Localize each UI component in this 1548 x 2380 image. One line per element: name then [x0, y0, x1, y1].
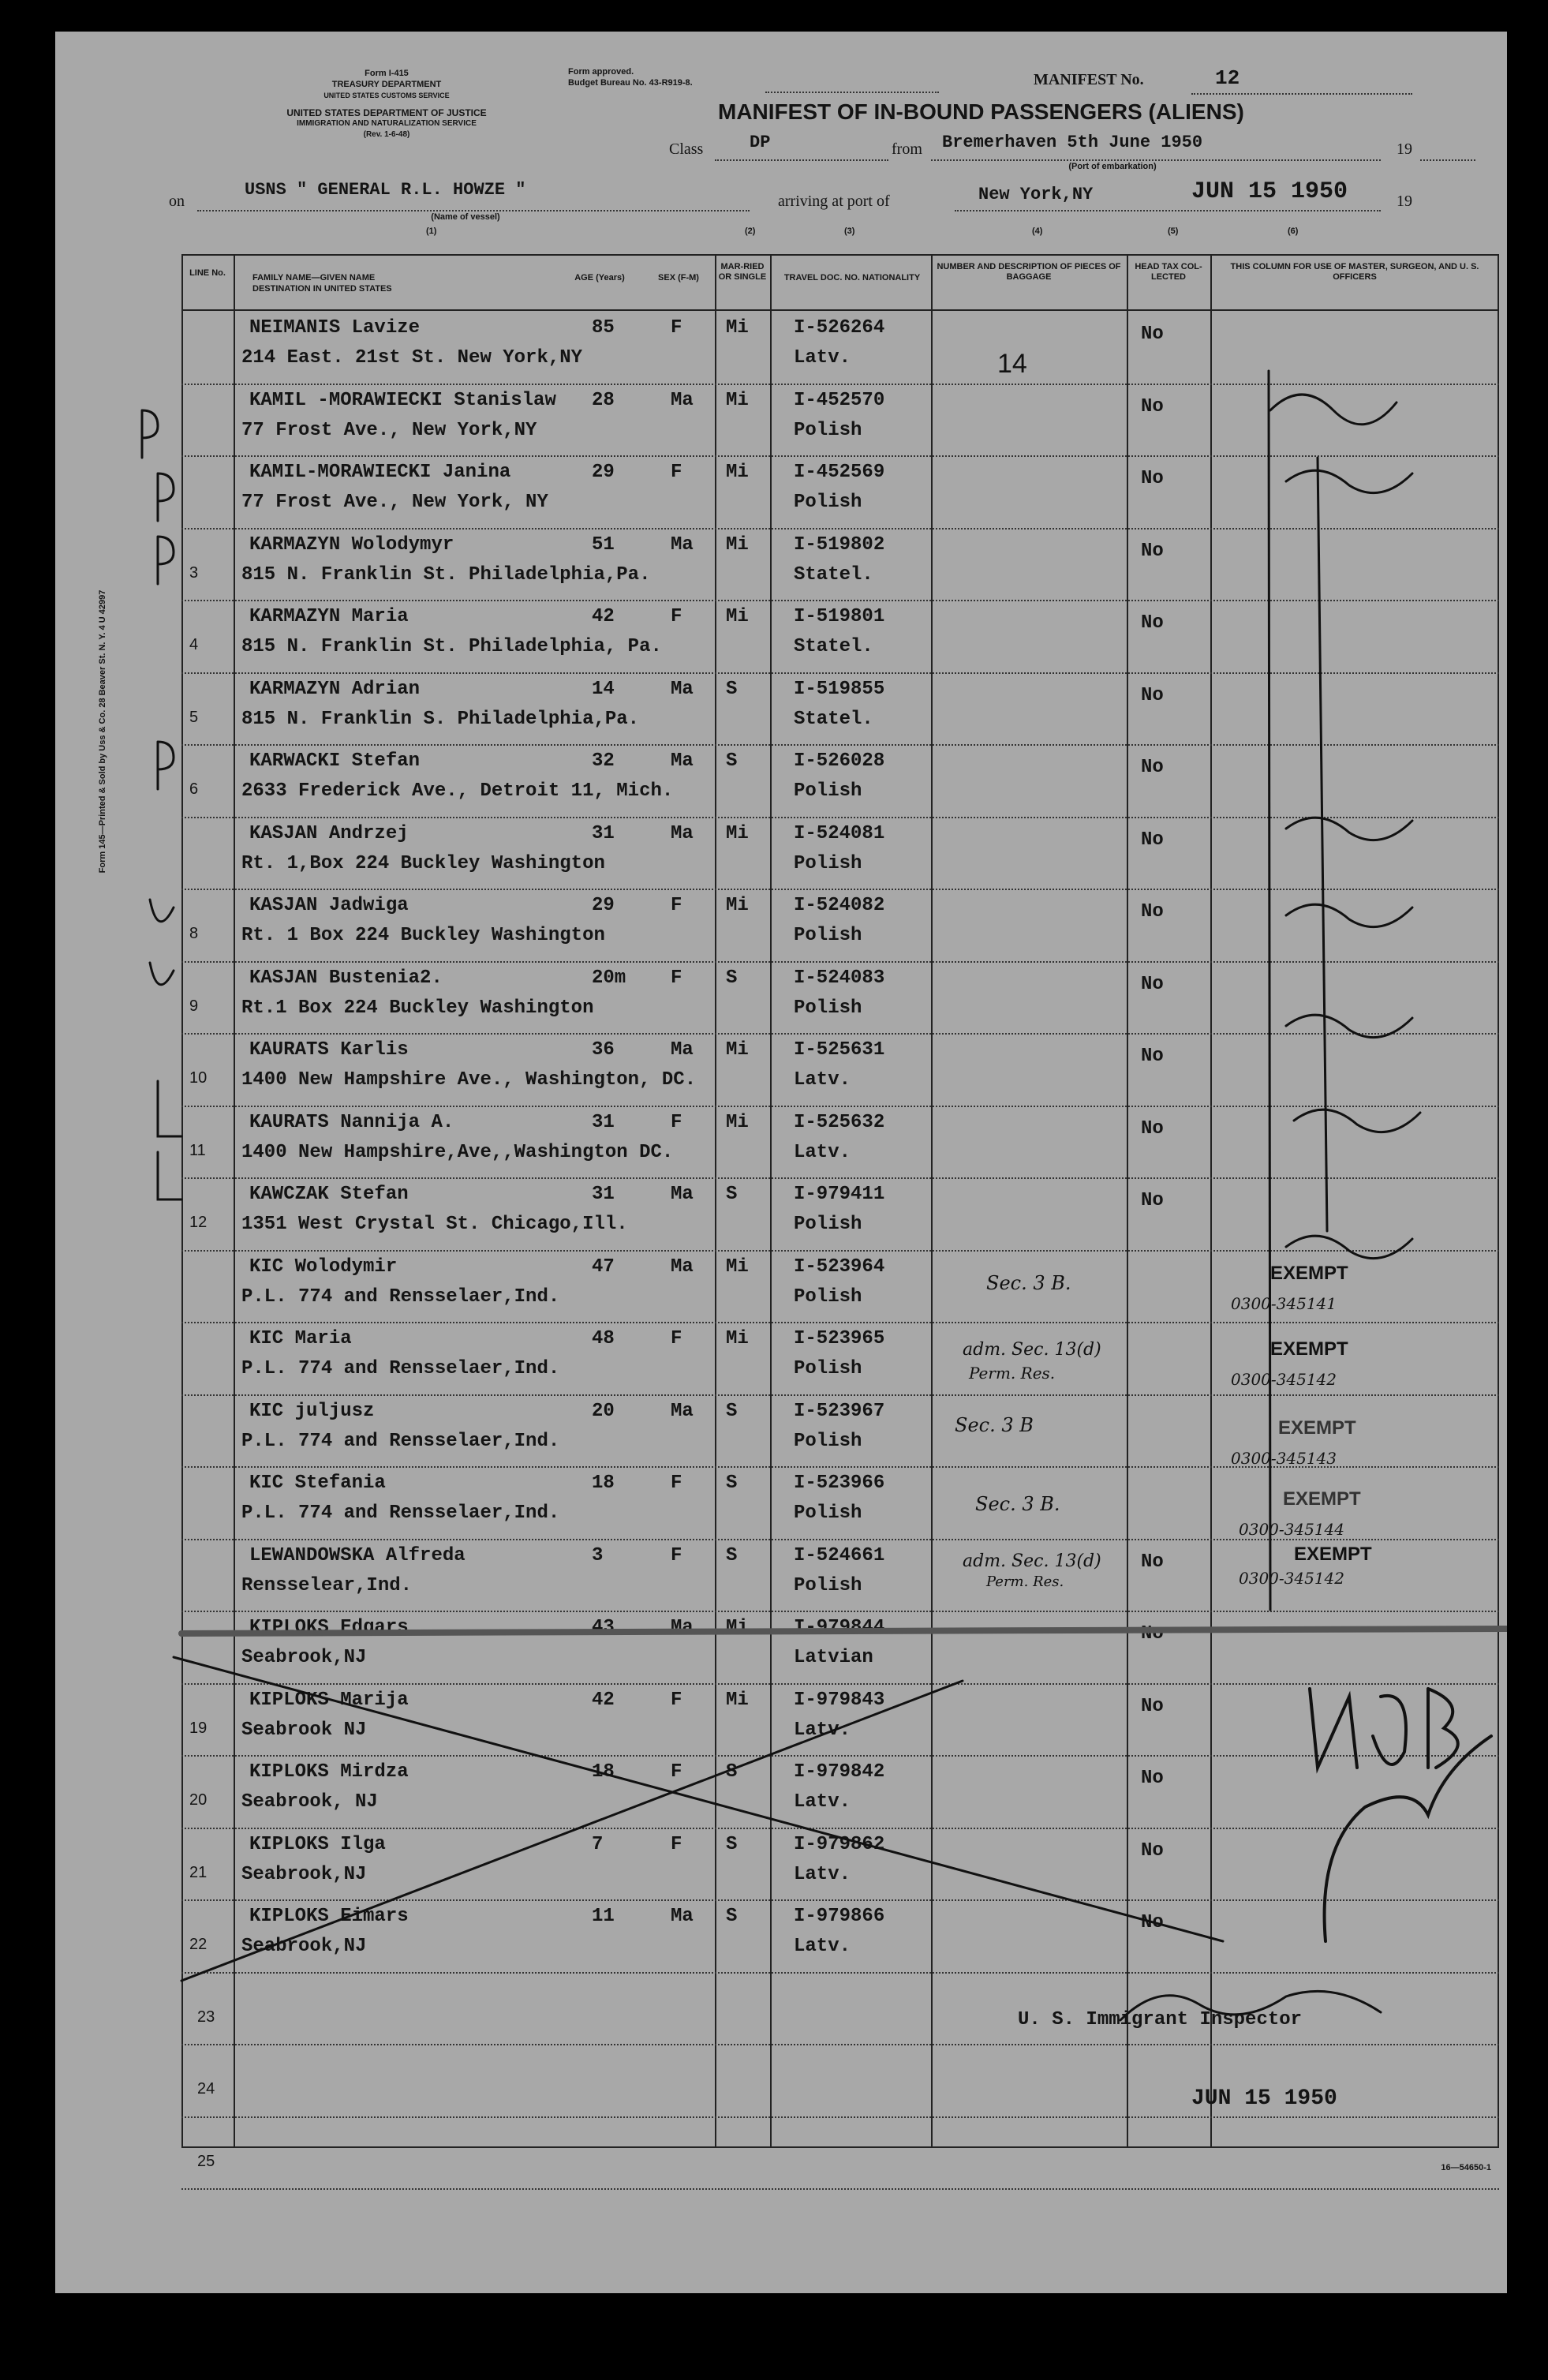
line-number: 3 [189, 563, 199, 582]
passenger-age: 31 [592, 822, 615, 844]
marital-status: S [726, 1761, 738, 1783]
marital-status: Mi [726, 606, 749, 627]
head-tax: No [1141, 468, 1164, 489]
passenger-age: 28 [592, 389, 615, 411]
line-number: 24 [197, 2080, 215, 2097]
nationality: Latv. [794, 1719, 851, 1741]
nationality: Polish [794, 780, 862, 802]
passenger-sex: F [671, 1544, 682, 1566]
nationality: Polish [794, 1214, 862, 1235]
nationality: Polish [794, 1285, 862, 1308]
passenger-name: KARMAZYN Adrian [249, 678, 421, 700]
col-officers: THIS COLUMN FOR USE OF MASTER, SURGEON, AND U. S. OFFICERS [1230, 262, 1479, 282]
passenger-name: KAURATS Nannija A. [249, 1111, 454, 1133]
exempt-number: 0300-345141 [1231, 1294, 1337, 1313]
margin-mark [150, 900, 174, 922]
arrival-port: New York,NY [978, 185, 1094, 204]
passenger-destination: 77 Frost Ave., New York,NY [241, 419, 537, 441]
line-number: 19 [189, 1719, 208, 1737]
travel-doc-number: I-523967 [794, 1400, 885, 1422]
col-age: AGE (Years) [574, 273, 625, 283]
passenger-name: KIPLOKS Mirdza [249, 1761, 409, 1783]
travel-doc-number: I-524083 [794, 967, 885, 989]
passenger-destination: P.L. 774 and Rensselaer,Ind. [241, 1430, 560, 1452]
travel-doc-number: I-979862 [794, 1833, 885, 1855]
nationality: Latvian [794, 1647, 873, 1668]
note-lew-1: adm. Sec. 13(d) [963, 1551, 1101, 1571]
passenger-destination: P.L. 774 and Rensselaer,Ind. [241, 1285, 560, 1308]
head-tax: No [1141, 324, 1164, 345]
nationality: Statel. [794, 708, 873, 730]
marital-status: S [726, 678, 738, 700]
passenger-destination: 815 N. Franklin St. Philadelphia,Pa. [241, 563, 651, 586]
travel-doc-number: I-523964 [794, 1255, 885, 1278]
passenger-name: KAMIL-MORAWIECKI Janina [249, 462, 511, 483]
line-number: 25 [197, 2152, 215, 2170]
travel-doc-number: I-979411 [794, 1184, 885, 1205]
head-tax: No [1141, 684, 1164, 706]
from-label: from [892, 140, 922, 158]
marital-status: Mi [726, 1255, 749, 1278]
exempt-stamp: EXEMPT [1294, 1544, 1372, 1565]
initials [1270, 395, 1397, 425]
marital-status: S [726, 967, 738, 989]
travel-doc-number: I-979844 [794, 1617, 885, 1638]
marital-status: Mi [726, 895, 749, 916]
travel-doc-number: I-452570 [794, 389, 885, 411]
margin-mark [158, 537, 174, 584]
marital-status: S [726, 750, 738, 772]
initials [1286, 1015, 1412, 1037]
check-line [1269, 371, 1270, 1610]
passenger-name: KASJAN Jadwiga [249, 895, 409, 916]
nationality: Polish [794, 492, 862, 513]
passenger-name: KIC Stefania [249, 1473, 386, 1494]
col-num: (6) [1288, 226, 1299, 236]
year-suffix-2: 19 [1397, 193, 1412, 210]
nationality: Statel. [794, 636, 873, 657]
marital-status: S [726, 1833, 738, 1855]
form-number: Form I-415 [365, 69, 409, 78]
arriving-label: arriving at port of [778, 193, 890, 210]
marital-status: S [726, 1184, 738, 1205]
passenger-destination: Seabrook, NJ [241, 1791, 378, 1813]
form-code: 16—54650-1 [1441, 2163, 1491, 2172]
passenger-age: 29 [592, 895, 615, 916]
manifest-no: 12 [1215, 66, 1240, 90]
marital-status: Mi [726, 1689, 749, 1711]
exempt-stamp: EXEMPT [1270, 1338, 1348, 1360]
passenger-sex: F [671, 1473, 682, 1494]
travel-doc-number: I-524082 [794, 895, 885, 916]
travel-doc-number: I-525632 [794, 1111, 885, 1133]
manifest-sheet [55, 32, 1507, 2293]
passenger-sex: F [671, 462, 682, 483]
nationality: Latv. [794, 1936, 851, 1957]
col-num: (2) [745, 226, 756, 236]
passenger-sex: Ma [671, 1039, 694, 1061]
passenger-age: 14 [592, 678, 615, 700]
passenger-sex: Ma [671, 1906, 694, 1927]
col-sex: SEX (F-M) [658, 273, 699, 283]
travel-doc-number: I-979843 [794, 1689, 885, 1711]
passenger-sex: Ma [671, 822, 694, 844]
line-number: 8 [189, 925, 199, 942]
passenger-age: 51 [592, 533, 615, 556]
passenger-sex: Ma [671, 1255, 694, 1278]
arrival-date-stamp: JUN 15 1950 [1191, 178, 1348, 205]
passenger-destination: Seabrook NJ [241, 1719, 367, 1741]
passenger-age: 18 [592, 1473, 615, 1494]
col-num: (5) [1168, 226, 1179, 236]
passenger-sex: Ma [671, 678, 694, 700]
marital-status: S [726, 1473, 738, 1494]
col-married: MAR-RIED OR SINGLE [718, 262, 767, 282]
exempt-stamp: EXEMPT [1278, 1417, 1356, 1439]
passenger-sex: F [671, 1328, 682, 1349]
margin-mark [158, 1152, 181, 1199]
col-num: (3) [844, 226, 855, 236]
margin-mark [142, 410, 158, 458]
margin-mark [150, 963, 174, 985]
justice-dept: UNITED STATES DEPARTMENT OF JUSTICE [286, 107, 487, 118]
col-destination: DESTINATION IN UNITED STATES [252, 284, 392, 294]
col-family-name: FAMILY NAME—GIVEN NAME [252, 273, 376, 283]
passenger-age: 42 [592, 1689, 615, 1711]
class-value: DP [750, 133, 771, 152]
travel-doc-number: I-519855 [794, 678, 885, 700]
nationality: Polish [794, 925, 862, 946]
passenger-sex: Ma [671, 1617, 694, 1638]
nationality: Polish [794, 1502, 862, 1524]
head-tax: No [1141, 973, 1164, 995]
col-line-no: LINE No. [189, 268, 226, 278]
passenger-name: KAURATS Karlis [249, 1039, 409, 1061]
head-tax: No [1141, 1839, 1164, 1862]
port-embark-caption: (Port of embarkation) [1068, 162, 1157, 171]
passenger-destination: Rensselear,Ind. [241, 1574, 413, 1596]
nationality: Polish [794, 852, 862, 874]
line-number: 4 [189, 636, 199, 653]
on-label: on [169, 193, 185, 210]
cross-out-stroke [181, 1681, 963, 1981]
passenger-age: 36 [592, 1039, 615, 1061]
travel-doc-number: I-519801 [794, 606, 885, 627]
passenger-destination: 1400 New Hampshire,Ave,,Washington DC. [241, 1141, 674, 1163]
passenger-sex: Ma [671, 533, 694, 556]
passenger-destination: P.L. 774 and Rensselaer,Ind. [241, 1502, 560, 1524]
marital-status: Mi [726, 822, 749, 844]
passenger-sex: Ma [671, 750, 694, 772]
marital-status: S [726, 1544, 738, 1566]
nationality: Polish [794, 1574, 862, 1596]
passenger-sex: F [671, 1111, 682, 1133]
passenger-name: KAMIL -MORAWIECKI Stanislaw [249, 389, 556, 411]
passenger-sex: F [671, 606, 682, 627]
passenger-sex: Ma [671, 1184, 694, 1205]
margin-mark [158, 742, 174, 789]
passenger-age: 20m [592, 967, 626, 989]
head-tax: No [1141, 1623, 1164, 1645]
passenger-destination: Seabrook,NJ [241, 1863, 367, 1885]
travel-doc-number: I-523965 [794, 1328, 885, 1349]
manifest-title: MANIFEST OF IN-BOUND PASSENGERS (ALIENS) [718, 99, 1244, 124]
passenger-age: 3 [592, 1544, 604, 1566]
travel-doc-number: I-526028 [794, 750, 885, 772]
nationality: Latv. [794, 1791, 851, 1813]
signature [1310, 1689, 1458, 1768]
year-suffix: 19 [1397, 140, 1412, 158]
head-tax: No [1141, 1551, 1164, 1573]
marital-status: S [726, 1400, 738, 1422]
travel-doc-number: I-519802 [794, 533, 885, 556]
margin-mark [158, 473, 174, 521]
line-number: 9 [189, 997, 199, 1015]
travel-doc-number: I-524661 [794, 1544, 885, 1566]
passenger-destination: Rt.1 Box 224 Buckley Washington [241, 997, 594, 1019]
passenger-sex: Ma [671, 389, 694, 411]
cross-out-stroke [174, 1657, 1223, 1941]
passenger-name: KIPLOKS Edgars [249, 1617, 409, 1638]
passenger-name: KARWACKI Stefan [249, 750, 421, 772]
head-tax: No [1141, 1190, 1164, 1211]
initials [1286, 818, 1412, 840]
line-number: 21 [189, 1863, 208, 1881]
passenger-sex: F [671, 895, 682, 916]
form-approved: Form approved. [568, 67, 634, 77]
head-tax: No [1141, 757, 1164, 778]
exempt-number: 0300-345143 [1231, 1449, 1337, 1468]
passenger-name: LEWANDOWSKA Alfreda [249, 1544, 466, 1566]
passenger-destination: Rt. 1,Box 224 Buckley Washington [241, 852, 605, 874]
travel-doc-number: I-452569 [794, 462, 885, 483]
passenger-age: 31 [592, 1111, 615, 1133]
line-number: 11 [189, 1141, 206, 1159]
head-tax: No [1141, 901, 1164, 922]
head-tax: No [1141, 829, 1164, 851]
passenger-age: 7 [592, 1833, 604, 1855]
passenger-sex: F [671, 1689, 682, 1711]
note-lew-2: Perm. Res. [986, 1574, 1064, 1590]
passenger-name: KIPLOKS Eimars [249, 1906, 409, 1927]
travel-doc-number: I-979842 [794, 1761, 885, 1783]
exempt-stamp: EXEMPT [1283, 1488, 1361, 1510]
passenger-age: 47 [592, 1255, 615, 1278]
side-printer-text: Form 145—Printed & Sold by Uss & Co. 28 Beaver St. N. Y. 4 U 42997 [98, 589, 107, 874]
head-tax: No [1141, 540, 1164, 562]
passenger-name: NEIMANIS Lavize [249, 317, 421, 339]
inspector-title: U. S. Immigrant Inspector [1018, 2009, 1303, 2030]
marital-status: Mi [726, 389, 749, 411]
initials [1286, 470, 1412, 492]
passenger-destination: P.L. 774 and Rensselaer,Ind. [241, 1358, 560, 1379]
marital-status: Mi [726, 1039, 749, 1061]
line-number: 6 [189, 780, 199, 798]
nationality: Latv. [794, 1069, 851, 1091]
note-kic-3: Sec. 3 B [955, 1414, 1034, 1436]
passenger-destination: 815 N. Franklin S. Philadelphia,Pa. [241, 708, 640, 730]
passenger-sex: F [671, 967, 682, 989]
exempt-number: 0300-345144 [1239, 1520, 1345, 1539]
head-tax: No [1141, 612, 1164, 634]
baggage-count: 14 [997, 349, 1027, 379]
passenger-age: 43 [592, 1617, 615, 1638]
passenger-age: 48 [592, 1328, 615, 1349]
passenger-name: KIC juljusz [249, 1400, 375, 1422]
check-line [1318, 458, 1327, 1231]
note-kic-2a: adm. Sec. 13(d) [963, 1340, 1101, 1360]
nationality: Latv. [794, 1863, 851, 1885]
head-tax: No [1141, 1768, 1164, 1789]
initials [1286, 904, 1412, 926]
customs-service: UNITED STATES CUSTOMS SERVICE [323, 92, 450, 99]
marital-status: S [726, 1906, 738, 1927]
col-travel-doc: TRAVEL DOC. NO. NATIONALITY [783, 273, 921, 283]
line-number: 10 [189, 1069, 208, 1087]
manifest-no-label: MANIFEST No. [1034, 71, 1144, 88]
footer-date-stamp: JUN 15 1950 [1191, 2086, 1337, 2111]
strike-line [181, 1629, 1507, 1633]
revision: (Rev. 1-6-48) [363, 130, 410, 139]
passenger-age: 85 [592, 317, 615, 339]
passenger-name: KASJAN Andrzej [249, 822, 409, 844]
passenger-destination: 214 East. 21st St. New York,NY [241, 347, 583, 369]
passenger-destination: Rt. 1 Box 224 Buckley Washington [241, 925, 605, 946]
nationality: Statel. [794, 563, 873, 586]
exempt-number: 0300-345142 [1231, 1370, 1337, 1389]
travel-doc-number: I-523966 [794, 1473, 885, 1494]
line-number: 20 [189, 1791, 208, 1809]
passenger-age: 31 [592, 1184, 615, 1205]
exempt-number: 0300-345142 [1239, 1569, 1345, 1588]
passenger-name: KASJAN Bustenia2. [249, 967, 443, 989]
nationality: Latv. [794, 347, 851, 369]
initials [1294, 1110, 1420, 1132]
note-kic-1: Sec. 3 B. [986, 1272, 1071, 1294]
signature [1325, 1736, 1491, 1941]
marital-status: Mi [726, 1617, 749, 1638]
travel-doc-number: I-979866 [794, 1906, 885, 1927]
marital-status: Mi [726, 533, 749, 556]
nationality: Latv. [794, 1141, 851, 1163]
passenger-name: KAWCZAK Stefan [249, 1184, 409, 1205]
passenger-age: 42 [592, 606, 615, 627]
signature [1120, 1991, 1381, 2020]
treasury-dept: TREASURY DEPARTMENT [331, 80, 442, 89]
passenger-destination: Seabrook,NJ [241, 1647, 367, 1668]
passenger-sex: F [671, 317, 682, 339]
ins-service: IMMIGRATION AND NATURALIZATION SERVICE [297, 119, 477, 128]
col-baggage: NUMBER AND DESCRIPTION OF PIECES OF BAGGAGE [937, 262, 1121, 282]
passenger-name: KIC Maria [249, 1328, 352, 1349]
passenger-name: KIC Wolodymir [249, 1255, 398, 1278]
budget-bureau: Budget Bureau No. 43-R919-8. [568, 78, 693, 88]
passenger-name: KIPLOKS Ilga [249, 1833, 386, 1855]
travel-doc-number: I-526264 [794, 317, 885, 339]
initials [1286, 1236, 1412, 1258]
marital-status: Mi [726, 1111, 749, 1133]
nationality: Polish [794, 419, 862, 441]
line-number: 5 [189, 708, 199, 726]
passenger-age: 18 [592, 1761, 615, 1783]
head-tax: No [1141, 1117, 1164, 1139]
passenger-age: 29 [592, 462, 615, 483]
passenger-destination: Seabrook,NJ [241, 1936, 367, 1957]
passenger-sex: F [671, 1833, 682, 1855]
nationality: Polish [794, 1358, 862, 1379]
passenger-destination: 77 Frost Ave., New York, NY [241, 492, 548, 513]
head-tax: No [1141, 1912, 1164, 1933]
line-number: 23 [197, 2008, 215, 2026]
head-tax: No [1141, 1695, 1164, 1717]
marital-status: Mi [726, 462, 749, 483]
from-port: Bremerhaven 5th June 1950 [942, 133, 1203, 152]
passenger-age: 32 [592, 750, 615, 772]
vessel-name: USNS " GENERAL R.L. HOWZE " [245, 180, 526, 200]
handwriting-overlay [55, 32, 1507, 2293]
passenger-name: KARMAZYN Wolodymyr [249, 533, 454, 556]
head-tax: No [1141, 1046, 1164, 1067]
passenger-destination: 1351 West Crystal St. Chicago,Ill. [241, 1214, 628, 1235]
marital-status: Mi [726, 317, 749, 339]
marital-status: Mi [726, 1328, 749, 1349]
passenger-name: KIPLOKS Marija [249, 1689, 409, 1711]
travel-doc-number: I-524081 [794, 822, 885, 844]
head-tax: No [1141, 395, 1164, 417]
nationality: Polish [794, 1430, 862, 1452]
note-kic-2b: Perm. Res. [969, 1364, 1056, 1383]
margin-mark [158, 1081, 181, 1136]
line-number: 12 [189, 1214, 208, 1231]
vessel-caption: (Name of vessel) [431, 212, 500, 222]
passenger-destination: 815 N. Franklin St. Philadelphia, Pa. [241, 636, 662, 657]
note-kic-4: Sec. 3 B. [975, 1493, 1060, 1515]
passenger-destination: 2633 Frederick Ave., Detroit 11, Mich. [241, 780, 674, 802]
passenger-destination: 1400 New Hampshire Ave., Washington, DC. [241, 1069, 697, 1091]
passenger-age: 11 [592, 1906, 615, 1927]
travel-doc-number: I-525631 [794, 1039, 885, 1061]
exempt-stamp: EXEMPT [1270, 1263, 1348, 1284]
passenger-age: 20 [592, 1400, 615, 1422]
class-label: Class [669, 140, 704, 158]
line-number: 22 [189, 1936, 208, 1953]
col-num: (1) [426, 226, 437, 236]
passenger-sex: Ma [671, 1400, 694, 1422]
passenger-name: KARMAZYN Maria [249, 606, 409, 627]
passenger-sex: F [671, 1761, 682, 1783]
col-head-tax: HEAD TAX COL-LECTED [1135, 262, 1202, 282]
nationality: Polish [794, 997, 862, 1019]
col-num: (4) [1032, 226, 1043, 236]
